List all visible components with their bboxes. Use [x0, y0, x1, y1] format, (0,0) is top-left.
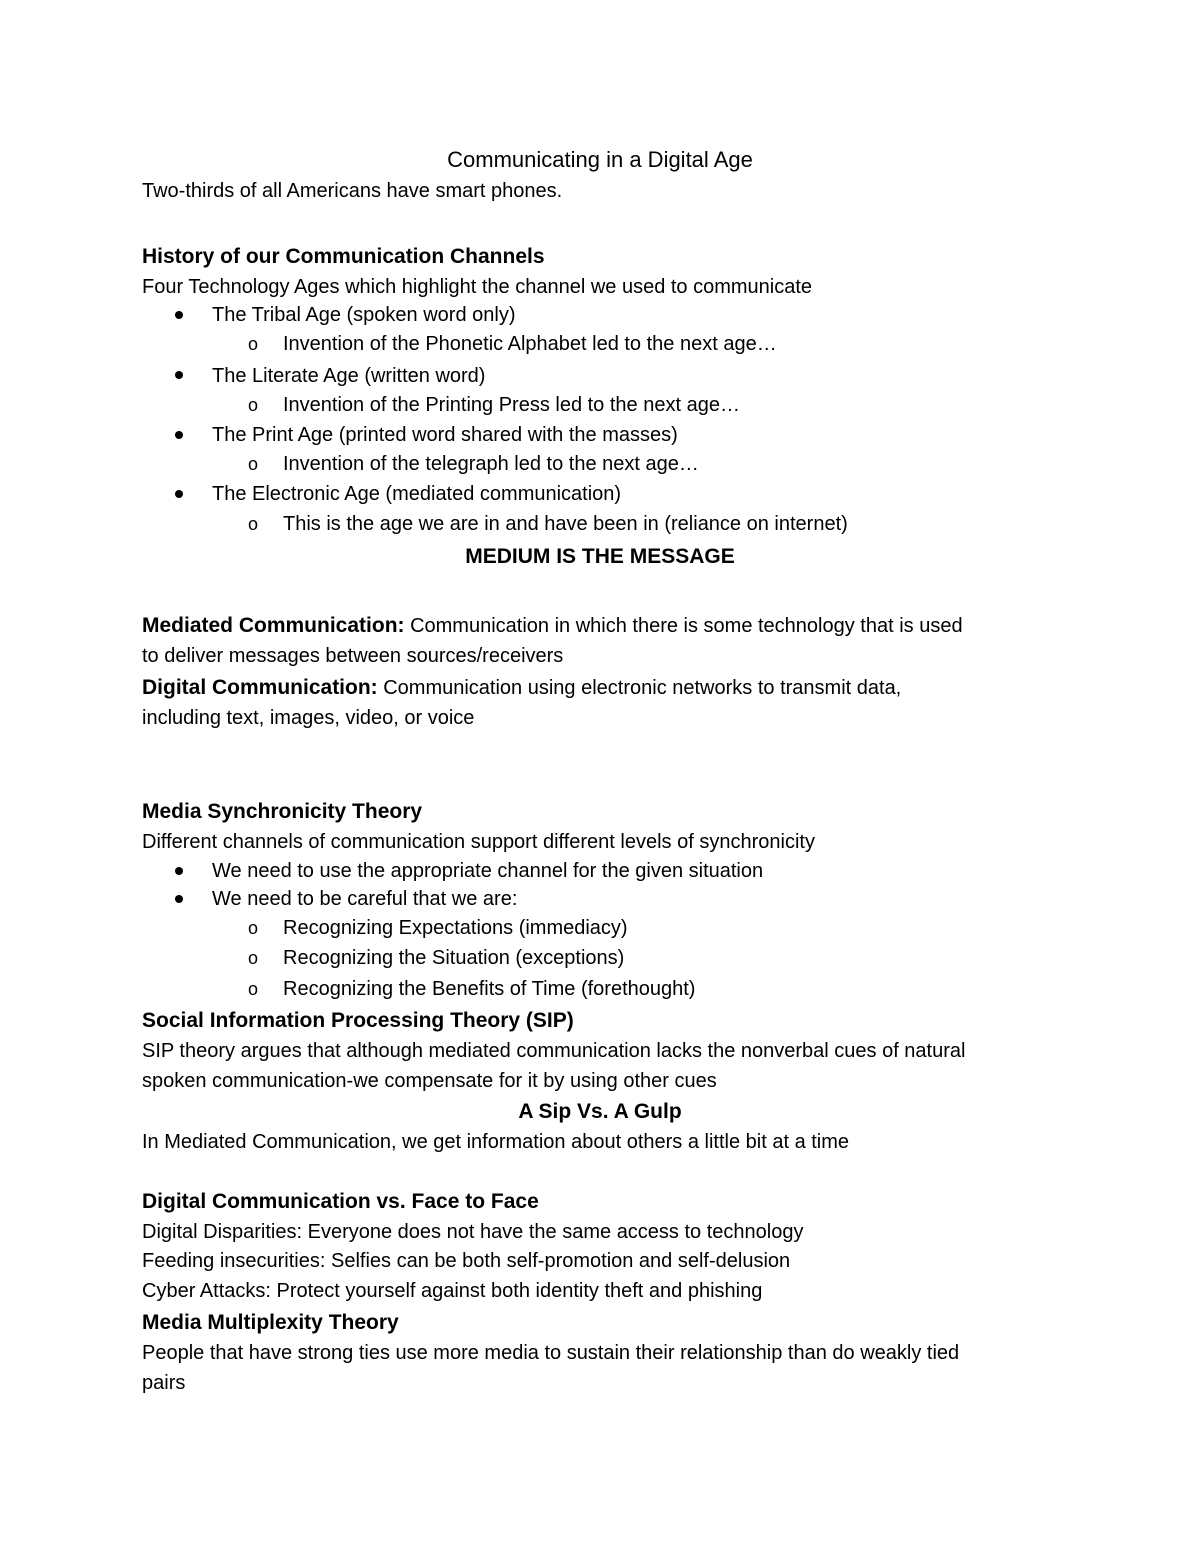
dcf-item: Digital Disparities: Everyone does not have the same access to technology [142, 1221, 804, 1243]
circle-bullet-icon: o [248, 918, 259, 938]
page-title: Communicating in a Digital Age [447, 147, 753, 172]
mmt-text: People that have strong ties use more media to sustain their relationship than do weakly tied [142, 1342, 960, 1364]
mst-subitem: Recognizing the Benefits of Time (forethought) [283, 978, 696, 1000]
bullet-icon [175, 895, 183, 903]
mst-subitem: Recognizing Expectations (immediacy) [283, 917, 628, 939]
sip-text-cont: spoken communication-we compensate for it by using other cues [142, 1070, 717, 1092]
bullet-icon [175, 311, 183, 319]
bullet-icon [175, 490, 183, 498]
history-heading: History of our Communication Channels [142, 245, 545, 268]
mmt-heading: Media Multiplexity Theory [142, 1311, 399, 1334]
sip-heading: Social Information Processing Theory (SIP) [142, 1009, 574, 1032]
digital-text-cont: including text, images, video, or voice [142, 707, 475, 729]
mediated-text-cont: to deliver messages between sources/receivers [142, 645, 564, 667]
age-subitem: Invention of the Printing Press led to the next age… [283, 394, 740, 416]
circle-bullet-icon: o [248, 334, 259, 354]
mediated-term: Mediated Communication: [142, 614, 405, 637]
circle-bullet-icon: o [248, 979, 259, 999]
mst-bullet: We need to be careful that we are: [212, 888, 518, 910]
dcf-heading: Digital Communication vs. Face to Face [142, 1190, 539, 1213]
circle-bullet-icon: o [248, 454, 259, 474]
mst-subitem: Recognizing the Situation (exceptions) [283, 947, 625, 969]
bullet-icon [175, 867, 183, 875]
dcf-item: Cyber Attacks: Protect yourself against both identity theft and phishing [142, 1280, 763, 1302]
circle-bullet-icon: o [248, 948, 259, 968]
digital-text: Communication using electronic networks to transmit data, [383, 677, 902, 699]
digital-definition [142, 677, 901, 698]
mediated-text: Communication in which there is some technology that is used [410, 615, 963, 637]
age-item: The Print Age (printed word shared with the masses) [212, 424, 678, 446]
banner-heading: MEDIUM IS THE MESSAGE [465, 545, 735, 568]
mst-heading: Media Synchronicity Theory [142, 800, 423, 823]
mst-bullet: We need to use the appropriate channel for the given situation [212, 860, 764, 882]
intro-text: Two-thirds of all Americans have smart phones. [142, 180, 563, 202]
mediated-definition [142, 615, 963, 636]
sip-text: SIP theory argues that although mediated communication lacks the nonverbal cues of natural [142, 1040, 966, 1062]
age-subitem: Invention of the Phonetic Alphabet led to the next age… [283, 333, 777, 355]
age-item: The Literate Age (written word) [212, 365, 486, 387]
circle-bullet-icon: o [248, 395, 259, 415]
age-item: The Electronic Age (mediated communication) [212, 483, 622, 505]
history-lead: Four Technology Ages which highlight the channel we used to communicate [142, 276, 813, 298]
age-item: The Tribal Age (spoken word only) [212, 304, 516, 326]
sip-subheading: A Sip Vs. A Gulp [518, 1100, 682, 1123]
age-subitem: This is the age we are in and have been in (reliance on internet) [283, 513, 848, 535]
age-subitem: Invention of the telegraph led to the next age… [283, 453, 699, 475]
digital-term: Digital Communication: [142, 676, 378, 699]
mmt-text-cont: pairs [142, 1372, 186, 1394]
mst-lead: Different channels of communication support different levels of synchronicity [142, 831, 815, 853]
sip-gulp-text: In Mediated Communication, we get information about others a little bit at a time [142, 1131, 850, 1153]
dcf-item: Feeding insecurities: Selfies can be both self-promotion and self-delusion [142, 1250, 791, 1272]
bullet-icon [175, 431, 183, 439]
bullet-icon [175, 371, 183, 379]
circle-bullet-icon: o [248, 514, 259, 534]
